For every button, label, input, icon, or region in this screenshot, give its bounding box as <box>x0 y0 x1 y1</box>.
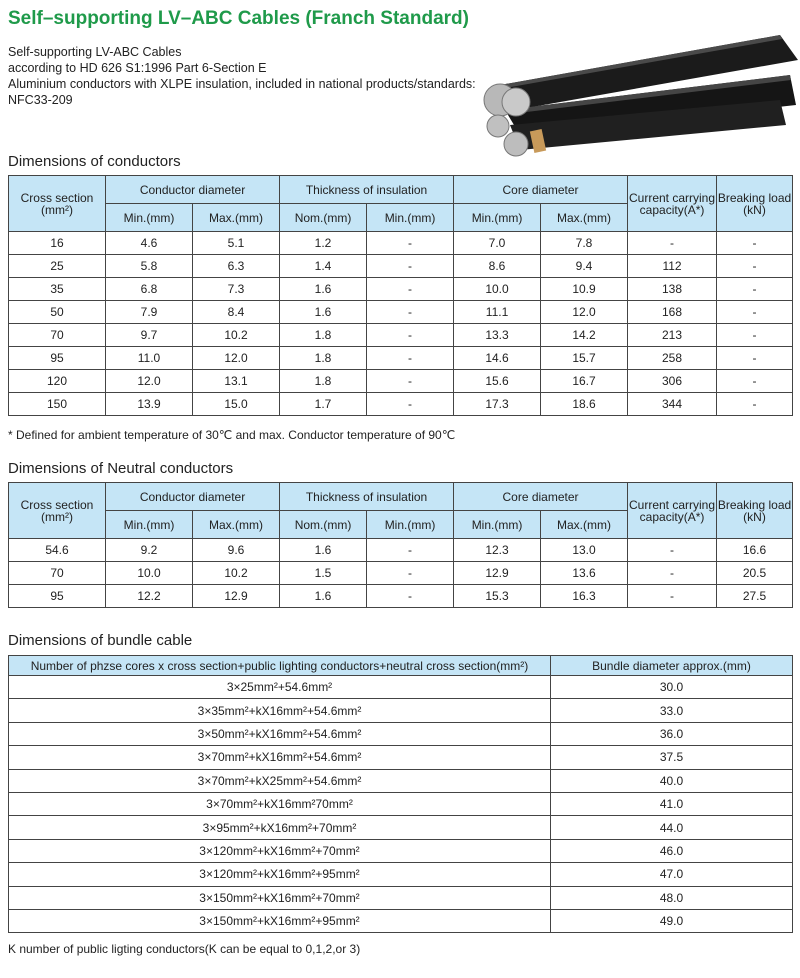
table-cell: 14.2 <box>541 324 628 347</box>
bundle-table <box>8 655 793 933</box>
page-title: Self–supporting LV–ABC Cables (Franch Standard) <box>8 8 469 29</box>
col-conductor-diameter: Conductor diameter <box>106 176 280 204</box>
table-row <box>9 278 793 301</box>
table-cell: 18.6 <box>541 393 628 416</box>
table-cell: 9.6 <box>193 539 280 562</box>
table-cell: 12.3 <box>454 539 541 562</box>
col-cross-section: Cross section (mm²) <box>9 483 106 539</box>
table-cell: 30.0 <box>551 676 793 699</box>
col-thickness-insulation: Thickness of insulation <box>280 483 454 511</box>
table-cell: 344 <box>628 393 717 416</box>
table-cell: 49.0 <box>551 909 793 932</box>
table-cell: 3×70mm²+kX16mm²+54.6mm² <box>9 746 551 769</box>
table-cell: - <box>367 324 454 347</box>
table-row <box>9 722 793 745</box>
table-cell: 12.0 <box>193 347 280 370</box>
table-row <box>9 347 793 370</box>
table-cell: 48.0 <box>551 886 793 909</box>
table-cell: 6.8 <box>106 278 193 301</box>
table-cell: 7.8 <box>541 232 628 255</box>
table-cell: 1.6 <box>280 585 367 608</box>
table-cell: - <box>367 393 454 416</box>
table-cell: 15.6 <box>454 370 541 393</box>
table-cell: 5.1 <box>193 232 280 255</box>
table-cell: 14.6 <box>454 347 541 370</box>
table-cell: 44.0 <box>551 816 793 839</box>
table-cell: 12.9 <box>454 562 541 585</box>
table-cell: - <box>628 585 717 608</box>
table-cell: 12.0 <box>541 301 628 324</box>
table-cell: 120 <box>9 370 106 393</box>
aluminium-strands <box>504 132 528 156</box>
table-row <box>9 539 793 562</box>
table-cell: - <box>367 370 454 393</box>
table-row <box>9 839 793 862</box>
aluminium-strands <box>487 115 509 137</box>
table-cell: 1.8 <box>280 324 367 347</box>
table-cell: - <box>717 232 793 255</box>
table-row <box>9 232 793 255</box>
section-title-neutral: Dimensions of Neutral conductors <box>8 460 234 477</box>
table-row <box>9 746 793 769</box>
table-cell: 150 <box>9 393 106 416</box>
table-cell: 46.0 <box>551 839 793 862</box>
table-cell: 3×35mm²+kX16mm²+54.6mm² <box>9 699 551 722</box>
table-cell: - <box>628 562 717 585</box>
col-breaking-load: Breaking load (kN) <box>717 483 793 539</box>
table-cell: 1.8 <box>280 370 367 393</box>
table-cell: 10.2 <box>193 324 280 347</box>
intro-line: Aluminium conductors with XLPE insulation, included in national products/standards: <box>8 77 476 91</box>
table-cell: 6.3 <box>193 255 280 278</box>
table-cell: 8.6 <box>454 255 541 278</box>
table-cell: - <box>367 278 454 301</box>
table-cell: 70 <box>9 324 106 347</box>
sub-nom: Nom.(mm) <box>280 204 367 232</box>
cable-photo <box>470 30 800 160</box>
table-cell: 3×70mm²+kX25mm²+54.6mm² <box>9 769 551 792</box>
table-cell: 10.2 <box>193 562 280 585</box>
col-breaking-load: Breaking load (kN) <box>717 176 793 232</box>
table-cell: 54.6 <box>9 539 106 562</box>
table-cell: 12.9 <box>193 585 280 608</box>
table-cell: 7.0 <box>454 232 541 255</box>
table-cell: - <box>717 255 793 278</box>
table-row <box>9 909 793 932</box>
table-cell: - <box>367 301 454 324</box>
table-cell: - <box>717 393 793 416</box>
table-cell: - <box>367 585 454 608</box>
table-cell: 1.6 <box>280 539 367 562</box>
table-cell: 9.7 <box>106 324 193 347</box>
table-cell: 7.9 <box>106 301 193 324</box>
table-cell: 1.6 <box>280 278 367 301</box>
table-cell: 47.0 <box>551 863 793 886</box>
table-cell: 3×70mm²+kX16mm²70mm² <box>9 792 551 815</box>
table-cell: 3×150mm²+kX16mm²+95mm² <box>9 909 551 932</box>
table-row <box>9 324 793 347</box>
col-bundle-composition: Number of phzse cores x cross section+public lighting conductors+neutral cross section(mm²) <box>9 656 551 676</box>
table-cell: 20.5 <box>717 562 793 585</box>
table-cell: 12.2 <box>106 585 193 608</box>
table-cell: 138 <box>628 278 717 301</box>
table-cell: 12.0 <box>106 370 193 393</box>
table-cell: 168 <box>628 301 717 324</box>
table-cell: 11.1 <box>454 301 541 324</box>
col-core-diameter: Core diameter <box>454 176 628 204</box>
sub-min: Min.(mm) <box>367 511 454 539</box>
aluminium-strands <box>502 88 530 116</box>
table-cell: 36.0 <box>551 722 793 745</box>
table-cell: 13.0 <box>541 539 628 562</box>
table-row <box>9 585 793 608</box>
table-cell: - <box>717 301 793 324</box>
sub-min: Min.(mm) <box>106 204 193 232</box>
table-cell: 33.0 <box>551 699 793 722</box>
intro-line: NFC33-209 <box>8 93 73 107</box>
table-cell: 50 <box>9 301 106 324</box>
table-cell: 4.6 <box>106 232 193 255</box>
table-row <box>9 699 793 722</box>
table-cell: 3×95mm²+kX16mm²+70mm² <box>9 816 551 839</box>
sub-min: Min.(mm) <box>454 204 541 232</box>
table-row <box>9 863 793 886</box>
table-cell: 70 <box>9 562 106 585</box>
table-cell: 10.0 <box>106 562 193 585</box>
table-row <box>9 562 793 585</box>
table-cell: 16 <box>9 232 106 255</box>
table-cell: 95 <box>9 585 106 608</box>
table-cell: 37.5 <box>551 746 793 769</box>
section-title-bundle: Dimensions of bundle cable <box>8 632 193 649</box>
table-cell: - <box>367 347 454 370</box>
table-cell: 16.6 <box>717 539 793 562</box>
intro-line: according to HD 626 S1:1996 Part 6-Section E <box>8 61 267 75</box>
table-cell: 3×120mm²+kX16mm²+70mm² <box>9 839 551 862</box>
table-cell: 1.8 <box>280 347 367 370</box>
sub-max: Max.(mm) <box>193 511 280 539</box>
table-cell: 258 <box>628 347 717 370</box>
conductors-table <box>8 175 793 416</box>
col-current-capacity: Current carrying capacity(A*) <box>628 483 717 539</box>
table-cell: 16.3 <box>541 585 628 608</box>
table-cell: - <box>628 539 717 562</box>
sub-max: Max.(mm) <box>541 204 628 232</box>
sub-min: Min.(mm) <box>367 204 454 232</box>
table-row <box>9 769 793 792</box>
table-cell: 5.8 <box>106 255 193 278</box>
table-cell: - <box>717 370 793 393</box>
table-cell: 3×25mm²+54.6mm² <box>9 676 551 699</box>
table-row <box>9 393 793 416</box>
neutral-table <box>8 482 793 608</box>
table-cell: 27.5 <box>717 585 793 608</box>
intro-line: Self-supporting LV-ABC Cables <box>8 45 182 59</box>
table-cell: 7.3 <box>193 278 280 301</box>
table-cell: 9.4 <box>541 255 628 278</box>
col-current-capacity: Current carrying capacity(A*) <box>628 176 717 232</box>
table-cell: 112 <box>628 255 717 278</box>
table-cell: 9.2 <box>106 539 193 562</box>
table-cell: - <box>367 539 454 562</box>
table-cell: - <box>367 255 454 278</box>
table-cell: 13.6 <box>541 562 628 585</box>
table-cell: 15.3 <box>454 585 541 608</box>
col-thickness-insulation: Thickness of insulation <box>280 176 454 204</box>
col-core-diameter: Core diameter <box>454 483 628 511</box>
table-row <box>9 816 793 839</box>
table-cell: 15.0 <box>193 393 280 416</box>
table-cell: 306 <box>628 370 717 393</box>
table-row <box>9 301 793 324</box>
table-cell: - <box>717 278 793 301</box>
table-row <box>9 370 793 393</box>
sub-min: Min.(mm) <box>106 511 193 539</box>
col-conductor-diameter: Conductor diameter <box>106 483 280 511</box>
table-cell: 3×120mm²+kX16mm²+95mm² <box>9 863 551 886</box>
table-cell: 13.1 <box>193 370 280 393</box>
table-cell: 1.7 <box>280 393 367 416</box>
intro-text <box>8 44 476 108</box>
sub-nom: Nom.(mm) <box>280 511 367 539</box>
table-cell: 3×50mm²+kX16mm²+54.6mm² <box>9 722 551 745</box>
bundle-note: K number of public ligting conductors(K can be equal to 0,1,2,or 3) <box>8 942 361 956</box>
col-cross-section: Cross section (mm²) <box>9 176 106 232</box>
table-cell: 8.4 <box>193 301 280 324</box>
table-cell: 213 <box>628 324 717 347</box>
table-cell: 1.2 <box>280 232 367 255</box>
table-cell: 3×150mm²+kX16mm²+70mm² <box>9 886 551 909</box>
table-row <box>9 676 793 699</box>
col-bundle-diameter: Bundle diameter approx.(mm) <box>551 656 793 676</box>
table-cell: 1.5 <box>280 562 367 585</box>
table-cell: 13.3 <box>454 324 541 347</box>
table-cell: 13.9 <box>106 393 193 416</box>
table-cell: 1.6 <box>280 301 367 324</box>
table-cell: 11.0 <box>106 347 193 370</box>
table-cell: - <box>717 347 793 370</box>
table-cell: 35 <box>9 278 106 301</box>
section-title-conductors: Dimensions of conductors <box>8 153 181 170</box>
table-cell: 95 <box>9 347 106 370</box>
table-cell: 10.9 <box>541 278 628 301</box>
table-cell: - <box>717 324 793 347</box>
table-row <box>9 255 793 278</box>
table-cell: 40.0 <box>551 769 793 792</box>
table-cell: 41.0 <box>551 792 793 815</box>
table-row <box>9 886 793 909</box>
table-row <box>9 792 793 815</box>
table-cell: 1.4 <box>280 255 367 278</box>
conductors-note: * Defined for ambient temperature of 30℃ and max. Conductor temperature of 90℃ <box>8 428 456 442</box>
table-cell: 16.7 <box>541 370 628 393</box>
table-cell: - <box>367 562 454 585</box>
table-cell: 25 <box>9 255 106 278</box>
table-cell: - <box>628 232 717 255</box>
table-cell: 10.0 <box>454 278 541 301</box>
table-cell: 15.7 <box>541 347 628 370</box>
table-cell: 17.3 <box>454 393 541 416</box>
sub-max: Max.(mm) <box>193 204 280 232</box>
table-cell: - <box>367 232 454 255</box>
sub-min: Min.(mm) <box>454 511 541 539</box>
sub-max: Max.(mm) <box>541 511 628 539</box>
